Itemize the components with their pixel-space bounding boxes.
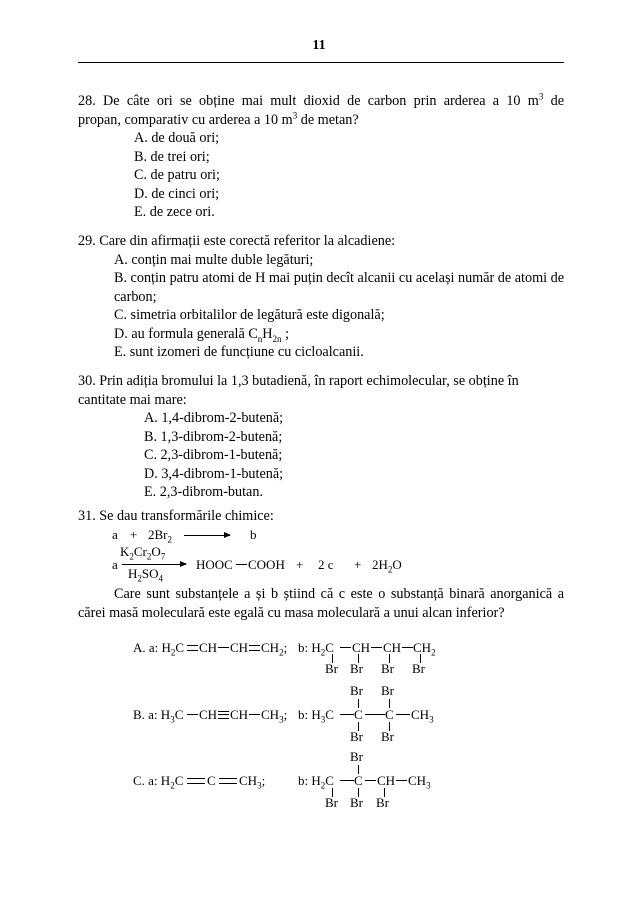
q29-option-d: D. au formula generală $C_nH_{2n}$ ;: [114, 325, 290, 344]
b-c-c1: C: [354, 773, 363, 788]
single-bond: [396, 780, 407, 781]
r2-water: $2H_2O$: [372, 557, 402, 575]
q28-option-a: A. de două ori;: [134, 130, 220, 146]
br: Br: [350, 661, 363, 676]
q28-option-d: D. de cinci ori;: [134, 185, 220, 202]
r1-bromine: $2Br_2$: [148, 527, 172, 545]
chain-b-ch1: CH: [199, 707, 218, 722]
single-bond: [187, 714, 198, 715]
q31-question: Care sunt substanțele a și b știind că c este o substanță binară anorganică a cărei masă moleculară este egală cu masa moleculară a unui alcan inferior?: [78, 586, 564, 621]
chain-b-ch3: $CH_3$;: [261, 707, 288, 725]
b-c-label: b: $H_2C$: [298, 773, 334, 791]
b-b-c2: C: [385, 707, 394, 722]
br: Br: [325, 661, 338, 676]
page-number: 11: [312, 38, 326, 53]
r2-plus-2: +: [354, 557, 362, 572]
q31-option-b: B. a: $H_3C$: [133, 707, 184, 725]
q28-option-c: C. de patru ori;: [134, 167, 220, 183]
double-bond: [249, 645, 260, 651]
q28-option-b: B. de trei ori;: [134, 148, 210, 165]
b-c-ch3: $CH_3$: [408, 773, 431, 791]
double-bond: [219, 778, 237, 784]
q29-option-c: C. simetria orbitalilor de legătură este digonală;: [114, 307, 385, 323]
br: Br: [350, 795, 363, 810]
question-28: [78, 92, 564, 222]
r2-a: a: [112, 557, 118, 572]
br: Br: [350, 683, 363, 698]
q30-option-c: C. 2,3-dibrom-1-butenă;: [144, 447, 283, 463]
r2-arrow: [122, 564, 186, 565]
double-bond: [187, 645, 198, 651]
b-a-label: b: $H_2C$: [298, 640, 334, 658]
b-b-label: b: $H_3C$: [298, 707, 334, 725]
br: Br: [381, 661, 394, 676]
r1-b: b: [250, 527, 257, 542]
b-b-ch3: $CH_3$: [411, 707, 434, 725]
br: Br: [381, 683, 394, 698]
triple-bond: [218, 711, 229, 719]
r1-a: a: [112, 527, 118, 542]
q31-option-c: C. a: $H_2C$: [133, 773, 184, 791]
r2-plus-1: +: [296, 557, 304, 572]
single-bond: [218, 647, 229, 648]
r2-product-right: COOH: [248, 557, 285, 572]
single-bond: [340, 714, 354, 715]
chain-c-ch3: $CH_3$;: [239, 773, 266, 791]
single-bond: [402, 647, 413, 648]
q30-option-e: E. 2,3-dibrom-butan.: [144, 484, 263, 500]
br: Br: [376, 795, 389, 810]
r2-product-left: HOOC: [196, 557, 233, 572]
q29-option-e: E. sunt izomeri de funcțiune cu cicloalcanii.: [114, 344, 364, 360]
single-bond: [365, 780, 376, 781]
q30-stem: 30. Prin adiția bromului la 1,3 butadienă, în raport echimolecular, se obține în cantitate mai mare:: [78, 373, 519, 408]
br: Br: [381, 729, 394, 744]
q30-option-a: A. 1,4-dibrom-2-butenă;: [144, 410, 284, 426]
r2-catalyst-bottom: $H_2SO_4$: [128, 566, 164, 584]
q29-stem: 29. Care din afirmații este corectă referitor la alcadiene:: [78, 233, 396, 249]
q29-option-a: A. conțin mai multe duble legături;: [114, 251, 314, 268]
header-rule: [78, 62, 564, 63]
q30-option-d: D. 3,4-dibrom-1-butenă;: [144, 465, 284, 482]
chain-b-ch2: CH: [230, 707, 249, 722]
q28-option-e: E. de zece ori.: [134, 204, 215, 220]
question-30: [78, 372, 564, 502]
single-bond: [365, 714, 385, 715]
chain-a-ch2-end: $CH_2$;: [261, 640, 288, 658]
chain-c-c: C: [207, 773, 216, 788]
br: Br: [350, 729, 363, 744]
single-bond: [340, 647, 351, 648]
double-bond: [187, 778, 205, 784]
r2-product-bond: [236, 564, 247, 565]
single-bond: [396, 714, 410, 715]
q29-option-b: B. conțin patru atomi de H mai puțin decît alcanii cu același număr de atomi de carbon;: [114, 270, 564, 305]
single-bond: [249, 714, 260, 715]
b-a-ch2: CH: [383, 640, 402, 655]
r2-c: 2 c: [318, 557, 334, 572]
q30-option-b: B. 1,3-dibrom-2-butenă;: [144, 428, 283, 445]
br: Br: [350, 749, 363, 764]
single-bond: [340, 780, 354, 781]
q31-stem: 31. Se dau transformările chimice:: [78, 508, 274, 524]
chain-a-ch1: CH: [199, 640, 218, 655]
b-c-ch: CH: [377, 773, 396, 788]
r1-plus: +: [130, 527, 138, 542]
b-a-ch3: $CH_2$: [413, 640, 436, 658]
question-29: [78, 232, 564, 362]
r1-arrow: [184, 535, 230, 536]
q31-option-a: A. a: $H_2C$: [133, 640, 185, 658]
b-a-ch1: CH: [352, 640, 371, 655]
br: Br: [412, 661, 425, 676]
r2-catalyst-top: $K_2Cr_2O_7$: [120, 544, 166, 562]
br: Br: [325, 795, 338, 810]
single-bond: [371, 647, 382, 648]
b-b-c1: C: [354, 707, 363, 722]
q28-stem-line1: 28. De câte ori se obține mai mult dioxid de carbon prin arderea a 10 $m^3$ de: [78, 91, 564, 109]
q28-stem-line2: propan, comparativ cu arderea a 10 $m^3$ de metan?: [78, 109, 359, 128]
chain-a-ch2: CH: [230, 640, 249, 655]
